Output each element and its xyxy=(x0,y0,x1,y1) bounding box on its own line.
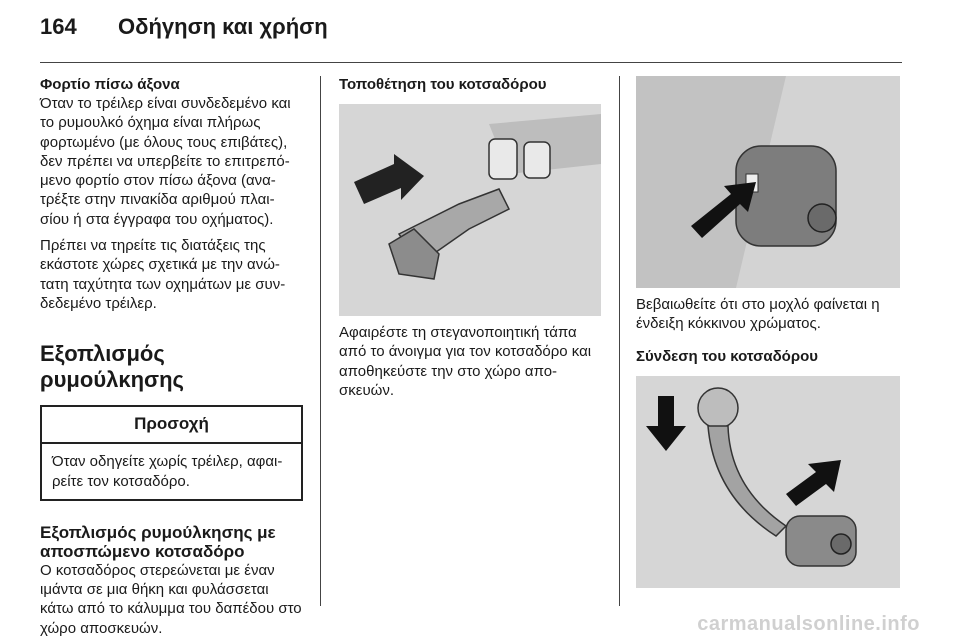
red-indicator-illustration xyxy=(636,76,900,288)
page-number: 164 xyxy=(40,14,77,39)
axle-load-heading: Φορτίο πίσω άξονα xyxy=(40,76,180,93)
column-1 xyxy=(40,76,305,638)
caution-text: Όταν οδηγείτε χωρίς τρέιλερ, αφαι- ρείτε τον κοτσαδόρο. xyxy=(52,453,283,490)
towing-equipment-heading: Εξοπλισμός ρυμούλκησης xyxy=(40,341,184,393)
caution-title: Προσοχή xyxy=(42,407,301,444)
seal-cap-illustration xyxy=(339,104,601,316)
watermark: carmanualsonline.info xyxy=(697,613,920,635)
connecting-towbar-heading: Σύνδεση του κοτσαδόρου xyxy=(636,347,819,365)
page-header xyxy=(40,14,328,40)
axle-load-text: Όταν το τρέιλερ είναι συνδεδεμένο και το ρυμουλκό όχημα είναι πλήρως φορτωμένο (με όλους τους επιβάτες), δεν πρέπει να υπερβείτε το επιτρεπό- μενο φορτίο στον πίσω άξονα (ανα- τρέξτε στην πινακίδα αριθμού πλαι- σίου ή στα έγγραφα του οχήματος). xyxy=(40,95,291,228)
connect-towbar-illustration xyxy=(636,376,900,588)
red-indicator-text: Βεβαιωθείτε ότι στο μοχλό φαίνεται η ένδειξη κόκκινου χρώματος. xyxy=(636,296,880,333)
detachable-towbar-heading: Εξοπλισμός ρυμούλκησης με αποσπώμενο κοτσαδόρο xyxy=(40,522,276,561)
column-2 xyxy=(339,76,604,400)
remove-seal-cap-text: Αφαιρέστε τη στεγανοποιητική τάπα από το άνοιγμα για τον κοτσαδόρο και αποθηκεύστε την στο χώρο απο- σκευών. xyxy=(339,324,592,399)
header-rule xyxy=(40,62,902,63)
column-divider-2 xyxy=(619,76,620,606)
fitting-towbar-heading: Τοποθέτηση του κοτσαδόρου xyxy=(339,76,547,93)
column-3 xyxy=(636,76,901,588)
detachable-towbar-text: Ο κοτσαδόρος στερεώνεται με έναν ιμάντα σε μια θήκη και φυλάσσεται κάτω από το κάλυμμα του δαπέδου στο χώρο αποσκευών. xyxy=(40,561,302,637)
caution-box xyxy=(40,405,303,501)
column-divider-1 xyxy=(320,76,321,606)
speed-limit-text: Πρέπει να τηρείτε τις διατάξεις της εκάστοτε χώρες σχετικά με την ανώ- τατη ταχύτητα των οχημάτων με συν- δεδεμένο τρέιλερ. xyxy=(40,237,286,312)
section-title: Οδήγηση και χρήση xyxy=(118,14,328,39)
